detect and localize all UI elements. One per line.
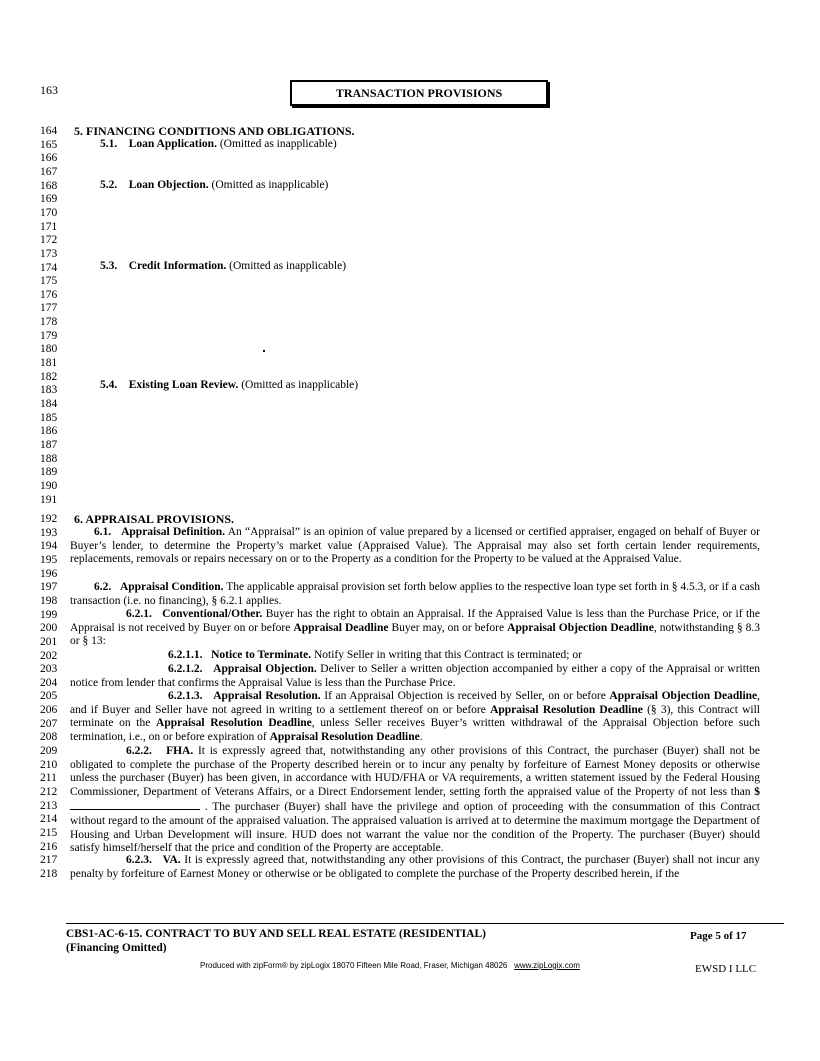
line-number: 165 xyxy=(40,139,58,151)
section-5-1-note: (Omitted as inapplicable) xyxy=(219,138,337,150)
footer-form-line1: CBS1-AC-6-15. CONTRACT TO BUY AND SELL REAL ESTATE (RESIDENTIAL) xyxy=(66,928,486,940)
paragraph-6-2-2-number: 6.2.2. xyxy=(126,745,152,757)
paragraph-6-1-text: An “Appraisal” is an opinion of value prepared by a licensed or certified appraiser, engaged on behalf of Buyer or Buyer’s lender, to determine the Property’s market value (Appraised Value). The Appraisal may also set forth certain lender requirements, replacements, removals or repairs necessary on or to the Property as a condition for the Property to be valued at the Appraised Value. xyxy=(70,526,760,566)
paragraph-6-2-1-1-number: 6.2.1.1. xyxy=(168,649,203,661)
line-number: 203 xyxy=(40,663,58,675)
produced-with-notice xyxy=(200,961,580,970)
footer-rule xyxy=(66,923,784,924)
paragraph-6-2-1-number: 6.2.1. xyxy=(126,608,152,620)
paragraph-6-2-1 xyxy=(70,608,760,649)
line-number: 214 xyxy=(40,813,58,825)
paragraph-6-2-3-number: 6.2.3. xyxy=(126,854,152,866)
section-5-3 xyxy=(100,260,346,272)
paragraph-6-2-1-title: Conventional/Other. xyxy=(162,608,263,620)
footer-form-line2: (Financing Omitted) xyxy=(66,941,167,954)
line-number: 176 xyxy=(40,289,58,301)
line-number: 206 xyxy=(40,704,58,716)
line-number: 181 xyxy=(40,357,58,369)
paragraph-6-2-1-3-text-e: . xyxy=(419,730,423,743)
section-5-4-title: Existing Loan Review. xyxy=(128,379,239,391)
line-number: 205 xyxy=(40,690,58,702)
paragraph-6-2-1-text-c: , notwithstanding § 8.3 or § 13: xyxy=(70,621,761,648)
paragraph-6-2-1-3-text-a: If an Appraisal Objection is received by Seller, on or before xyxy=(324,690,606,702)
appraisal-objection-deadline-term-2: Appraisal Objection Deadline xyxy=(609,690,758,702)
section-5-2-number: 5.2. xyxy=(100,179,118,191)
line-number: 208 xyxy=(40,731,58,743)
line-number: 180 xyxy=(40,343,58,355)
line-number: 212 xyxy=(40,786,58,798)
line-number: 166 xyxy=(40,152,58,164)
line-number: 164 xyxy=(40,125,58,137)
appraisal-objection-deadline-term: Appraisal Objection Deadline xyxy=(507,621,654,634)
stray-dot xyxy=(263,350,265,352)
paragraph-6-2-3-title: VA. xyxy=(162,854,181,866)
line-number: 213 xyxy=(40,800,58,812)
appraisal-deadline-term: Appraisal Deadline xyxy=(293,621,389,634)
line-number: 192 xyxy=(40,513,58,525)
line-number: 177 xyxy=(40,302,58,314)
paragraph-6-2-1-2 xyxy=(70,663,760,690)
paragraph-6-2-1-1-title: Notice to Terminate. xyxy=(211,649,312,661)
paragraph-6-2-3 xyxy=(70,854,760,881)
line-number: 191 xyxy=(40,494,58,506)
appraisal-resolution-deadline-term-3: Appraisal Resolution Deadline xyxy=(269,730,420,743)
paragraph-6-2-1-3-number: 6.2.1.3. xyxy=(168,690,203,702)
section-5-3-title: Credit Information. xyxy=(128,260,227,272)
paragraph-6-2-text: The applicable appraisal provision set forth below applies to the respective loan type set forth in § 4.5.3, or if a cash transaction (i.e. no financing), § 6.2.1 applies. xyxy=(70,581,761,607)
page-line-number: 163 xyxy=(40,83,58,97)
line-number: 196 xyxy=(40,568,58,580)
paragraph-6-2-1-3-text-d: , unless Seller receives Buyer’s written withdrawal of the Appraisal Objection before such termination, i.e., on or before expiration of xyxy=(70,717,761,743)
appraisal-heading: 6. APPRAISAL PROVISIONS. xyxy=(74,512,235,526)
line-number: 170 xyxy=(40,207,58,219)
section-5-3-note: (Omitted as inapplicable) xyxy=(229,260,347,272)
paragraph-6-2-1-2-text: Deliver to Seller a written objection accompanied by either a copy of the Appraisal or written notice from lender that confirms the Appraisal Value is less than the Purchase Price. xyxy=(70,663,760,689)
line-number: 204 xyxy=(40,677,58,689)
section-5-4-note: (Omitted as inapplicable) xyxy=(241,379,359,391)
line-number: 202 xyxy=(40,650,58,662)
line-number: 198 xyxy=(40,595,58,607)
line-number: 189 xyxy=(40,466,58,478)
line-number: 200 xyxy=(40,622,58,634)
line-number: 183 xyxy=(40,384,58,396)
section-5-3-number: 5.3. xyxy=(100,260,118,272)
paragraph-6-2-number: 6.2. xyxy=(94,581,112,593)
paragraph-6-2-2-title: FHA. xyxy=(166,745,194,757)
line-number: 174 xyxy=(40,262,58,274)
paragraph-6-1-title: Appraisal Definition. xyxy=(121,526,226,538)
line-number: 179 xyxy=(40,330,58,342)
paragraph-6-2-1-text-a: Buyer has the right to obtain an Appraisal. If the Appraised Value is less than the Purchase Price, or if the Appraisal is not received by Buyer on or before xyxy=(70,608,761,634)
section-header-box xyxy=(290,80,548,106)
line-number: 173 xyxy=(40,248,58,260)
line-number: 172 xyxy=(40,234,58,246)
line-number: 197 xyxy=(40,581,58,593)
section-5-4-number: 5.4. xyxy=(100,379,118,391)
line-number: 217 xyxy=(40,854,58,866)
line-number: 182 xyxy=(40,371,58,383)
section-5-2-title: Loan Objection. xyxy=(128,179,209,191)
ziplogix-link[interactable]: www.zipLogix.com xyxy=(514,961,580,970)
paragraph-6-2-2-text-b: . The purchaser (Buyer) shall have the privilege and option of proceeding with the consummation of this Contract without regard to the amount of the appraised valuation. The appraised valuation is arrived at to determine the maximum mortgage the Department of Housing and Urban Development will insure. HUD does not warrant the value nor the condition of the Property. The purchaser (Buyer) should satisfy himself/herself that the price and condition of the Property are acceptable. xyxy=(70,801,760,855)
line-number: 184 xyxy=(40,398,58,410)
paragraph-6-1 xyxy=(70,526,760,567)
dollar-sign: $ xyxy=(754,785,760,798)
paragraph-6-2-1-3 xyxy=(70,690,760,744)
paragraph-6-2-1-2-number: 6.2.1.2. xyxy=(168,663,203,675)
line-number: 186 xyxy=(40,425,58,437)
company-name: EWSD I LLC xyxy=(695,963,757,975)
line-number: 199 xyxy=(40,609,58,621)
line-number: 201 xyxy=(40,636,58,648)
line-number: 195 xyxy=(40,554,58,566)
line-number: 169 xyxy=(40,193,58,205)
paragraph-6-2-2 xyxy=(70,745,760,856)
paragraph-6-2-1-3-text-b: , and if Buyer and Seller have not agreed in writing to a settlement thereof on or before xyxy=(70,690,761,716)
line-number: 216 xyxy=(40,841,58,853)
line-number: 193 xyxy=(40,527,58,539)
paragraph-6-1-number: 6.1. xyxy=(94,526,112,538)
footer-form-id xyxy=(66,928,486,955)
paragraph-6-2-1-2-title: Appraisal Objection. xyxy=(213,663,317,675)
footer-page-number: Page 5 of 17 xyxy=(690,930,747,942)
appraised-value-blank-field[interactable] xyxy=(70,799,200,810)
line-number: 211 xyxy=(40,772,57,784)
section-5-1 xyxy=(100,138,337,150)
produced-text: Produced with zipForm® by zipLogix 18070 Fifteen Mile Road, Fraser, Michigan 48026 xyxy=(200,961,508,970)
paragraph-6-2-1-1 xyxy=(70,649,760,663)
line-number: 207 xyxy=(40,718,58,730)
paragraph-6-2-1-3-text-c: (§ 3), this Contract will terminate on the xyxy=(70,703,761,730)
section-5-1-title: Loan Application. xyxy=(128,138,217,150)
paragraph-6-2-1-1-text: Notify Seller in writing that this Contract is terminated; or xyxy=(313,649,582,661)
section-5-2-note: (Omitted as inapplicable) xyxy=(211,179,329,191)
section-header-title: TRANSACTION PROVISIONS xyxy=(335,86,503,100)
line-number: 167 xyxy=(40,166,58,178)
section-5-2 xyxy=(100,179,328,191)
section-5-4 xyxy=(100,379,358,391)
paragraph-6-2 xyxy=(70,581,760,608)
line-number: 209 xyxy=(40,745,58,757)
financing-heading: 5. FINANCING CONDITIONS AND OBLIGATIONS. xyxy=(74,124,355,138)
line-number: 210 xyxy=(40,759,58,771)
paragraph-6-2-3-text: It is expressly agreed that, notwithstanding any other provisions of this Contract, the purchaser (Buyer) shall not incur any penalty by forfeiture of Earnest Money or otherwise or be obligated to complete the purchase of the Property described herein, if the xyxy=(70,854,761,880)
appraisal-resolution-deadline-term-2: Appraisal Resolution Deadline xyxy=(156,717,312,730)
line-number: 187 xyxy=(40,439,58,451)
line-number: 175 xyxy=(40,275,58,287)
line-number: 194 xyxy=(40,540,58,552)
line-number: 188 xyxy=(40,453,58,465)
line-number: 178 xyxy=(40,316,58,328)
paragraph-6-2-2-text-a: It is expressly agreed that, notwithstanding any other provisions of this Contract, the purchaser (Buyer) shall not be obligated to complete the purchase of the Property described herein or to incur any penalty by forfeiture of Earnest Money deposits or otherwise unless the purchaser (Buyer) has been given, in accordance with HUD/FHA or VA requirements, a written statement issued by the Federal Housing Commissioner, Department of Veterans Affairs, or a Direct Endorsement lender, setting forth the appraised value of the Property of not less than xyxy=(70,745,761,798)
line-number: 215 xyxy=(40,827,58,839)
paragraph-6-2-title: Appraisal Condition. xyxy=(119,581,224,593)
line-number: 190 xyxy=(40,480,58,492)
section-5-1-number: 5.1. xyxy=(100,138,118,150)
paragraph-6-2-1-3-title: Appraisal Resolution. xyxy=(213,690,321,702)
line-number: 168 xyxy=(40,180,58,192)
paragraph-6-2-1-text-b: Buyer may, on or before xyxy=(391,621,505,634)
line-number: 218 xyxy=(40,868,58,880)
line-number: 185 xyxy=(40,412,58,424)
line-number: 171 xyxy=(40,221,58,233)
appraisal-resolution-deadline-term: Appraisal Resolution Deadline xyxy=(490,703,643,716)
